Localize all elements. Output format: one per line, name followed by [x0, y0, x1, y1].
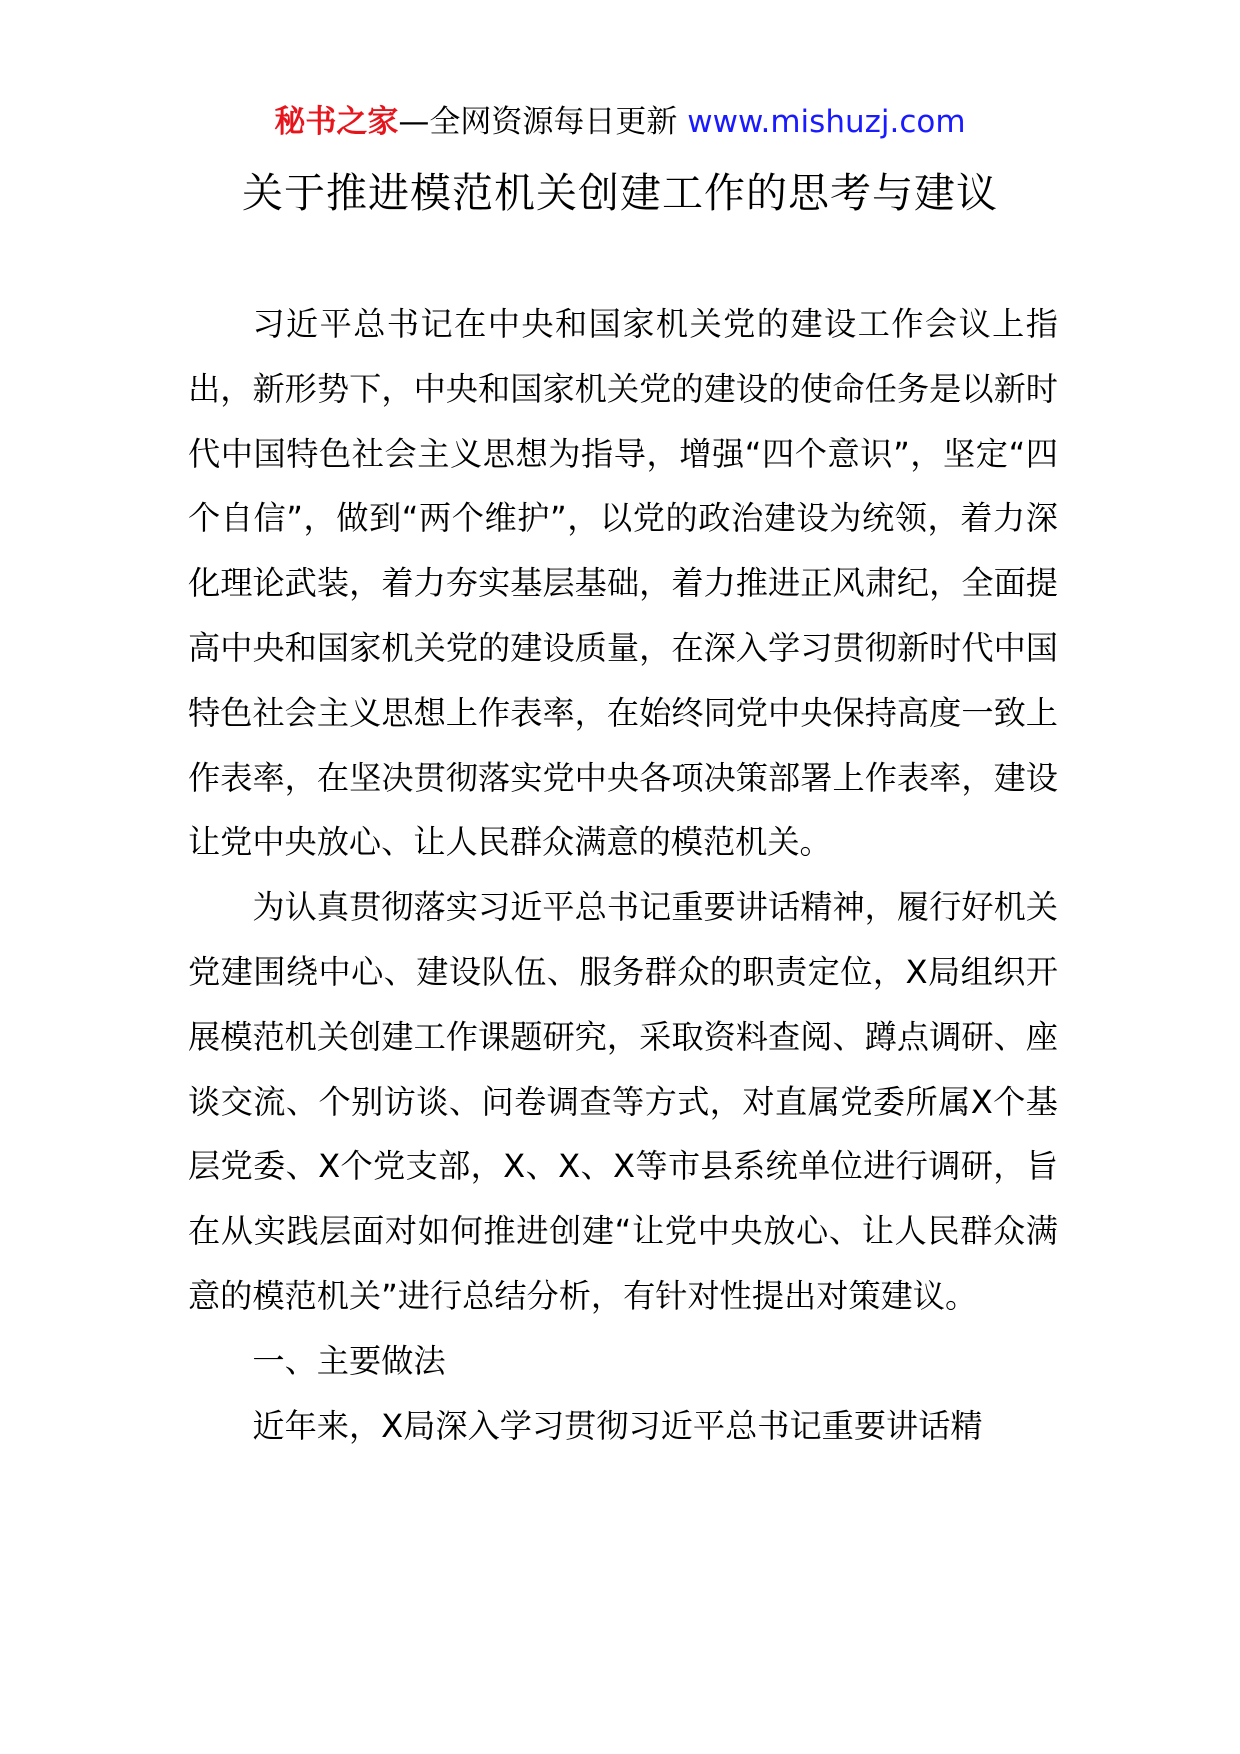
site-banner	[0, 100, 1240, 144]
paragraph-3: 近年来，X局深入学习贯彻习近平总书记重要讲话精	[252, 1406, 983, 1445]
section-heading-1: 一、主要做法	[252, 1341, 446, 1380]
brand-name: 秘书之家	[274, 104, 399, 140]
document-body	[188, 292, 1058, 1458]
paragraph-1: 习近平总书记在中央和国家机关党的建设工作会议上指出，新形势下，中央和国家机关党的建设的使命任务是以新时代中国特色社会主义思想为指导，增强“四个意识”，坚定“四个自信”，做到“两个维护”，以党的政治建设为统领，着力深化理论武装，着力夯实基层基础，着力推进正风肃纪，全面提高中央和国家机关党的建设质量，在深入学习贯彻新时代中国特色社会主义思想上作表率，在始终同党中央保持高度一致上作表率，在坚决贯彻落实党中央各项决策部署上作表率，建设让党中央放心、让人民群众满意的模范机关。	[188, 305, 1058, 862]
document-title: 关于推进模范机关创建工作的思考与建议	[242, 169, 998, 217]
paragraph-2: 为认真贯彻落实习近平总书记重要讲话精神，履行好机关党建围绕中心、建设队伍、服务群众的职责定位，X局组织开展模范机关创建工作课题研究，采取资料查阅、蹲点调研、座谈交流、个别访谈、问卷调查等方式，对直属党委所属X个基层党委、X个党支部，X、X、X等市县系统单位进行调研，旨在从实践层面对如何推进创建“让党中央放心、让人民群众满意的模范机关”进行总结分析，有针对性提出对策建议。	[188, 888, 1058, 1315]
brand-tagline: —全网资源每日更新	[398, 104, 678, 140]
site-url[interactable]: www.mishuzj.com	[687, 104, 966, 140]
